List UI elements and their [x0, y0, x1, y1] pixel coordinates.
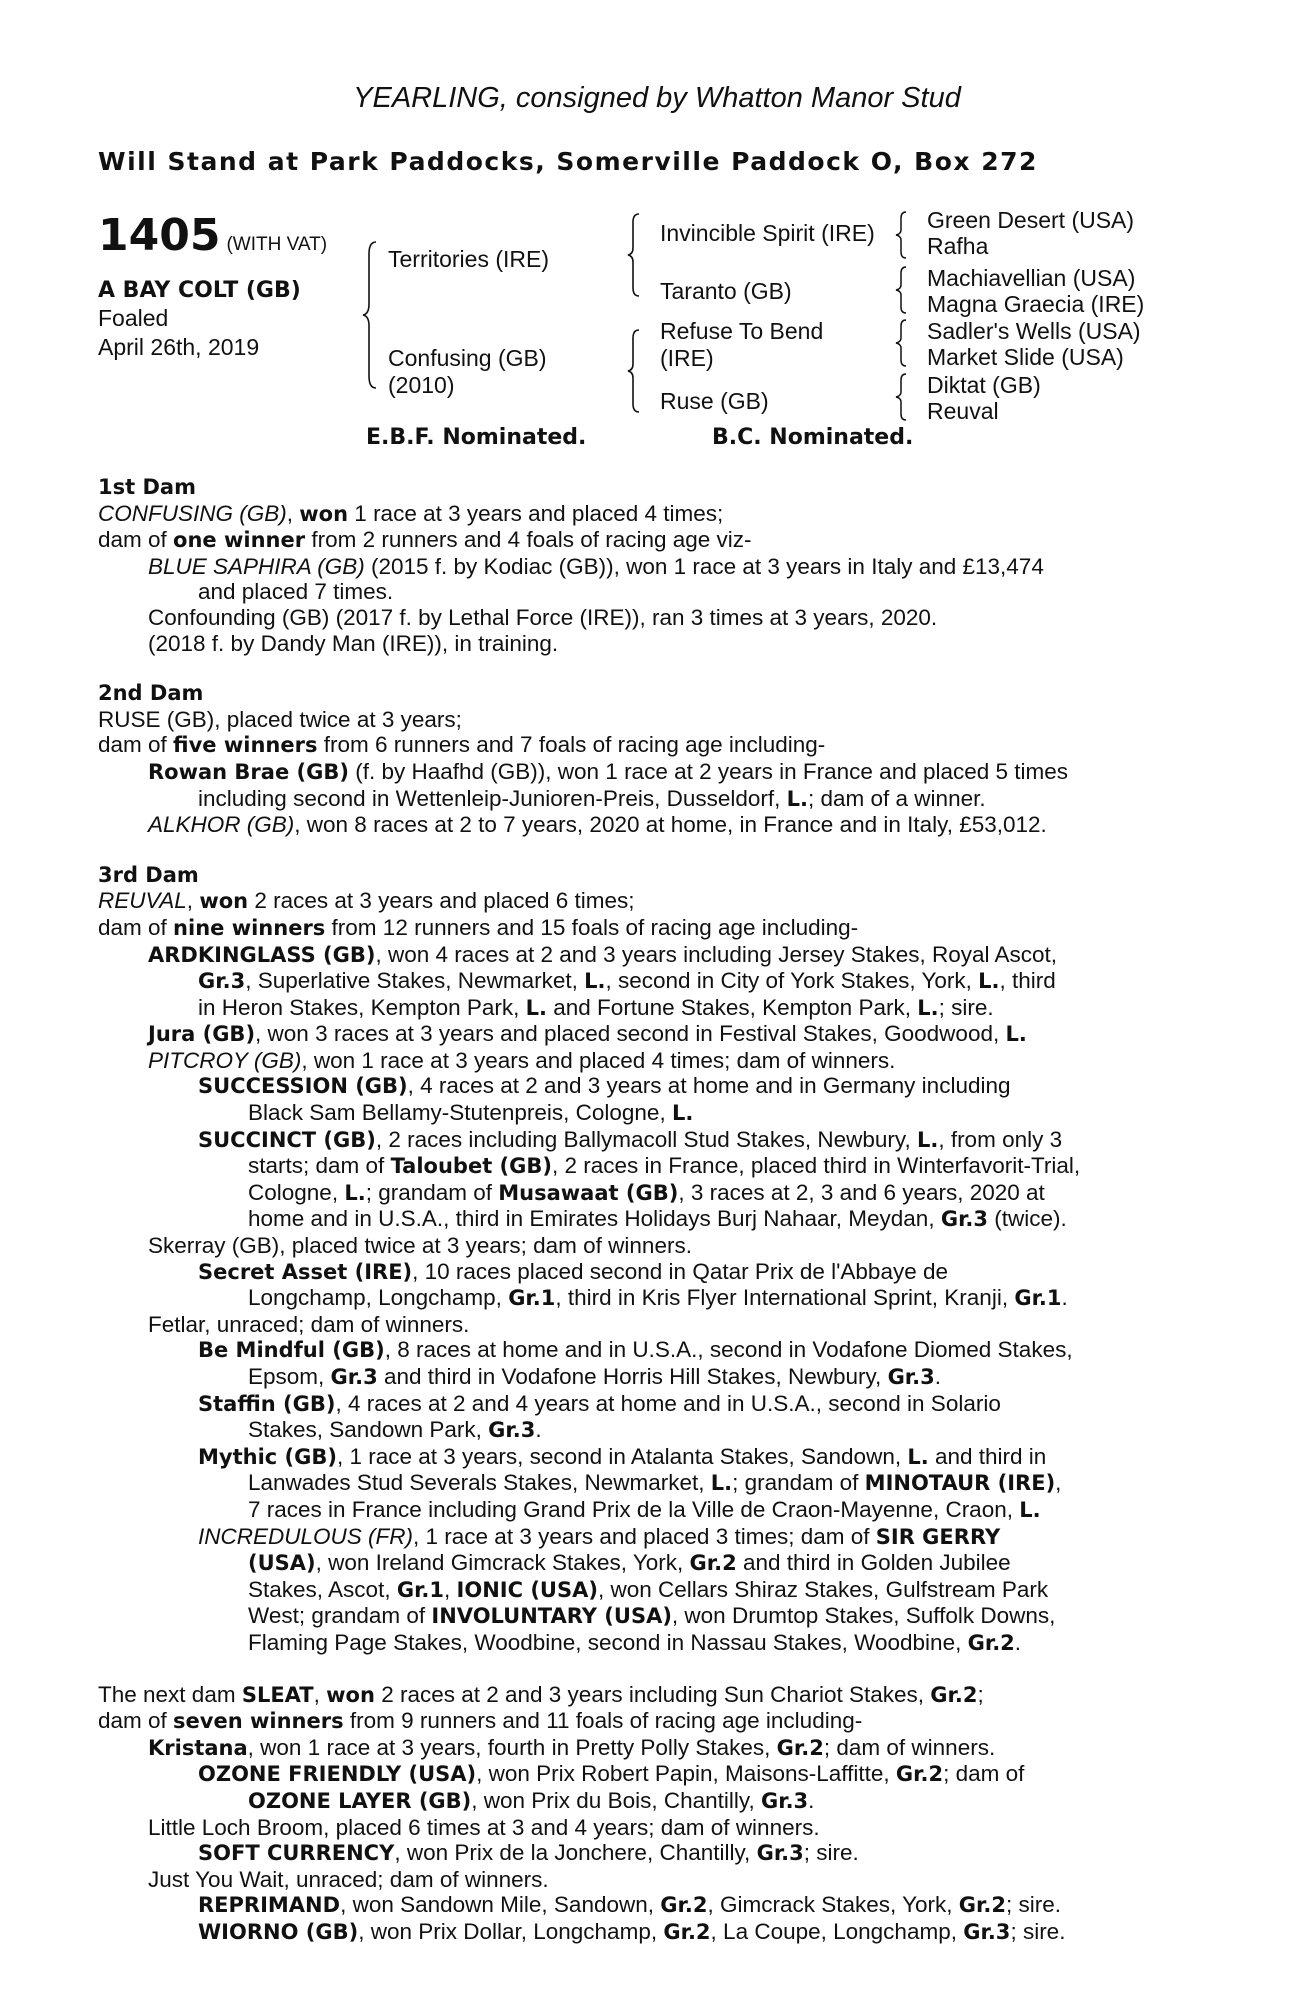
text-run: . [1014, 1629, 1022, 1655]
text-run: from 6 runners and 7 foals of racing age including- [317, 732, 826, 758]
progeny-line [98, 1919, 1202, 1946]
text-run: , 1 race at 3 years, second in Atalanta Stakes, Sandown, [336, 1443, 908, 1469]
text-run: Longchamp, Longchamp, [248, 1285, 509, 1311]
pedigree-dam-name: Confusing (GB) [388, 345, 547, 371]
text-run: and third in [928, 1443, 1047, 1469]
dam-name: CONFUSING (GB) [98, 500, 287, 526]
pedigree-g3: Machiavellian (USA) [927, 265, 1136, 291]
text-run: starts; dam of [248, 1153, 391, 1179]
text-run-bold: L. [786, 786, 808, 811]
text-run: , [1055, 1470, 1062, 1496]
text-run-bold: Gr.2 [967, 1630, 1015, 1655]
text-run: , won Ireland Gimcrack Stakes, York, [315, 1550, 690, 1576]
pedigree-sire-sire: Invincible Spirit (IRE) [660, 220, 875, 246]
text-run: Lanwades Stud Severals Stakes, Newmarket, [248, 1470, 711, 1496]
text-run: 2 races at 3 years and placed 6 times; [248, 888, 635, 914]
pedigree-g5: Sadler's Wells (USA) [927, 318, 1141, 344]
text-run-bold: one winner [173, 528, 306, 553]
text-run: , third [999, 968, 1056, 994]
text-run: home and in U.S.A., third in Emirates Holidays Burj Nahaar, Meydan, [248, 1206, 941, 1232]
pedigree-dam-dam: Ruse (GB) [660, 388, 769, 414]
text-run: . [1061, 1285, 1068, 1311]
progeny-name: Be Mindful (GB) [198, 1338, 385, 1363]
text-run: ; [977, 1681, 984, 1707]
pedigree-dam-sire-country: (IRE) [660, 345, 714, 371]
vat-label: (WITH VAT) [226, 234, 328, 255]
progeny-line [98, 1391, 1202, 1418]
text-run: dam of [98, 732, 174, 758]
progeny-line [98, 1048, 1202, 1074]
text-run: , 8 races at home and in U.S.A., second in Vodafone Diomed Stakes, [384, 1337, 1073, 1363]
text-run: , won 1 race at 3 years and placed 4 times; dam of winners. [301, 1047, 896, 1073]
catalogue-body [98, 475, 1202, 1970]
progeny-line [98, 1285, 1202, 1312]
text-run-bold: Gr.1 [508, 1286, 556, 1311]
progeny-line [98, 812, 1202, 838]
text-run-bold: Gr.3 [488, 1418, 536, 1443]
pedigree-brace-g3 [894, 318, 910, 368]
text-run: Stakes, Sandown Park, [248, 1417, 489, 1443]
text-run-bold: Gr.2 [930, 1682, 978, 1707]
text-run: ; grandam of [732, 1470, 865, 1496]
pedigree-g6: Market Slide (USA) [927, 344, 1124, 370]
text-run: , 4 races at 2 and 3 years at home and in Germany including [407, 1073, 1011, 1099]
text-run-bold: L. [584, 969, 606, 994]
foaled-value: April 26th, 2019 [98, 334, 260, 360]
progeny-line [98, 1761, 1202, 1788]
text-run-bold: Taloubet (GB) [390, 1154, 552, 1179]
text-run: . [934, 1364, 942, 1389]
text-run-bold: won [199, 889, 249, 914]
text-run: , won Sandown Mile, Sandown, [340, 1892, 661, 1918]
text-run-bold: INVOLUNTARY (USA) [431, 1604, 672, 1629]
dam-name: REUVAL [98, 888, 187, 914]
pedigree-dam-sire-name: Refuse To Bend [660, 318, 824, 344]
progeny-name: WIORNO (GB) [198, 1919, 359, 1944]
progeny-line [98, 1840, 1202, 1867]
text-run-bold: L. [978, 969, 1000, 994]
text-run: , won Cellars Shiraz Stakes, Gulfstream Park [597, 1576, 1049, 1602]
progeny-name: Secret Asset (IRE) [198, 1259, 413, 1284]
text-run: , won 1 race at 3 years, fourth in Pretty Polly Stakes, [247, 1734, 777, 1760]
text-run-bold: L. [916, 1127, 939, 1152]
text-run-bold: L. [710, 1471, 733, 1496]
progeny-name: ARDKINGLASS (GB) [148, 942, 376, 967]
progeny-line [98, 1603, 1202, 1630]
progeny-line [98, 1073, 1202, 1100]
dam-line [98, 888, 1202, 915]
text-run-bold: seven winners [173, 1709, 344, 1734]
text-run: dam of [98, 527, 174, 553]
text-run: The next dam [98, 1681, 242, 1707]
text-run: ; dam of [943, 1761, 1025, 1787]
progeny-name: Kristana [148, 1735, 248, 1760]
text-run-bold: Gr.3 [963, 1919, 1011, 1944]
second-dam-section [98, 681, 1202, 838]
text-run: 2 races at 2 and 3 years including Sun Chariot Stakes, [374, 1681, 931, 1707]
text-run: , 1 race at 3 years and placed 3 times; dam of [413, 1523, 876, 1549]
text-run: , [444, 1576, 457, 1602]
text-run: (f. by Haafhd (GB)), won 1 race at 2 years in France and placed 5 times [348, 758, 1069, 784]
progeny-line [98, 1470, 1202, 1497]
pedigree-brace-main [360, 240, 380, 390]
text-run-bold: Gr.3 [887, 1365, 935, 1389]
text-run: (2015 f. by Kodiac (GB)), won 1 race at 3 years in Italy and £13,474 [364, 553, 1044, 579]
text-run: , 2 races including Ballymacoll Stud Stakes, Newbury, [375, 1126, 917, 1152]
text-run-bold: Gr.3 [198, 969, 246, 994]
text-run-bold: L. [671, 1101, 694, 1126]
progeny-line [98, 1206, 1202, 1233]
text-run: , won 4 races at 2 and 3 years including Jersey Stakes, Royal Ascot, [375, 941, 1058, 967]
progeny-line: (2018 f. by Dandy Man (IRE)), in training. [148, 630, 559, 656]
text-run: 7 races in France including Grand Prix de la Ville de Craon-Mayenne, Craon, [248, 1496, 1020, 1522]
text-run: , from only 3 [938, 1126, 1063, 1152]
progeny-name: Rowan Brae (GB) [148, 759, 349, 784]
text-run: , [286, 500, 300, 526]
progeny-name: SUCCESSION (GB) [198, 1074, 408, 1099]
pedigree-g7: Diktat (GB) [927, 372, 1041, 398]
progeny-line [98, 1417, 1202, 1444]
text-run-bold: nine winners [173, 915, 326, 940]
progeny-line [98, 1524, 1202, 1551]
text-run: , 3 races at 2, 3 and 6 years, 2020 at [678, 1179, 1045, 1205]
text-run: , [186, 888, 200, 914]
text-run-bold: (USA) [248, 1551, 316, 1576]
text-run: , won Prix de la Jonchere, Chantilly, [394, 1840, 757, 1866]
next-dam-section [98, 1682, 1202, 1946]
text-run: , Superlative Stakes, Newmarket, [245, 968, 585, 994]
text-run-bold: Gr.2 [660, 1893, 708, 1918]
section-heading: 3rd Dam [98, 862, 199, 887]
text-run-bold: Gr.2 [958, 1893, 1006, 1918]
progeny-line [98, 942, 1202, 969]
lot-number-value: 1405 [98, 210, 221, 261]
text-run: including second in Wettenleip-Junioren-Preis, Dusseldorf, [198, 785, 787, 811]
text-run-bold: L. [1019, 1497, 1041, 1522]
progeny-name: PITCROY (GB) [148, 1047, 302, 1073]
progeny-line [98, 1180, 1202, 1207]
progeny-line: Just You Wait, unraced; dam of winners. [148, 1866, 549, 1892]
text-run: and third in Vodafone Horris Hill Stakes, Newbury, [377, 1364, 888, 1389]
text-run-bold: Gr.3 [940, 1207, 989, 1232]
progeny-name: OZONE LAYER (GB) [248, 1788, 472, 1813]
text-run: . [535, 1417, 542, 1443]
progeny-line [98, 554, 1202, 580]
text-run: , 10 races placed second in Qatar Prix de l'Abbaye de [412, 1258, 948, 1284]
progeny-line [98, 1100, 1202, 1127]
text-run: ; sire. [1010, 1918, 1066, 1944]
pedigree-g2: Rafha [927, 233, 989, 259]
progeny-name: OZONE FRIENDLY (USA) [198, 1762, 477, 1787]
text-run: , won 8 races at 2 to 7 years, 2020 at home, in France and in Italy, £53,012. [294, 812, 1047, 838]
progeny-name: ALKHOR (GB) [148, 812, 295, 838]
pedigree-sire: Territories (IRE) [388, 246, 550, 272]
ebf-nominated: E.B.F. Nominated. [366, 425, 587, 450]
lot-number [98, 210, 327, 261]
pedigree-brace-g4 [894, 372, 910, 422]
text-run: ; sire. [1006, 1892, 1062, 1918]
progeny-line: Little Loch Broom, placed 6 times at 3 and 4 years; dam of winners. [148, 1814, 820, 1840]
progeny-line: Fetlar, unraced; dam of winners. [148, 1311, 470, 1337]
text-run-bold: won [299, 501, 349, 526]
text-run: Black Sam Bellamy-Stutenpreis, Cologne, [248, 1100, 672, 1126]
progeny-line: and placed 7 times. [198, 579, 394, 605]
text-run-bold: L. [917, 995, 939, 1020]
text-run-bold: L. [344, 1180, 366, 1205]
pedigree-dam-sire [660, 318, 823, 372]
progeny-line [98, 1337, 1202, 1364]
progeny-name: Staffin (GB) [198, 1391, 336, 1416]
progeny-line [98, 1444, 1202, 1471]
text-run-bold: Gr.2 [663, 1919, 711, 1944]
dam-line [98, 915, 1202, 942]
progeny-line: Skerray (GB), placed twice at 3 years; dam of winners. [148, 1233, 692, 1259]
dam-line: RUSE (GB), placed twice at 3 years; [98, 706, 462, 732]
text-run-bold: won [326, 1682, 375, 1707]
text-run: Stakes, Ascot, [248, 1576, 397, 1602]
dam-line [98, 1682, 1202, 1709]
text-run: , 2 races in France, placed third in Winterfavorit-Trial, [552, 1153, 1081, 1179]
progeny-line [98, 1021, 1202, 1048]
text-run: Epsom, [248, 1364, 331, 1389]
text-run: ; grandam of [365, 1179, 499, 1205]
text-run-bold: Musawaat (GB) [498, 1180, 679, 1205]
progeny-line [98, 1153, 1202, 1180]
text-run: , third in Kris Flyer International Sprint, Kranji, [555, 1285, 1015, 1311]
text-run: ; dam of winners. [823, 1734, 996, 1760]
progeny-name: SUCCINCT (GB) [198, 1127, 376, 1152]
section-heading: 1st Dam [98, 475, 196, 499]
progeny-line [98, 1127, 1202, 1154]
text-run: (twice). [988, 1206, 1067, 1232]
text-run: dam of [98, 1708, 174, 1734]
pedigree-sire-dam: Taranto (GB) [660, 278, 792, 304]
text-run-bold: L. [1005, 1022, 1027, 1047]
stable-location: Will Stand at Park Paddocks, Somerville Paddock O, Box 272 [98, 147, 1038, 176]
progeny-line [98, 995, 1202, 1022]
text-run: , [313, 1681, 327, 1707]
text-run-bold: Gr.2 [776, 1735, 824, 1760]
text-run-bold: Gr.3 [756, 1841, 804, 1866]
text-run: and third in Golden Jubilee [736, 1550, 1011, 1576]
text-run: ; dam of a winner. [808, 785, 986, 811]
dam-line [98, 732, 1202, 759]
first-dam-section [98, 475, 1202, 656]
text-run-bold: Gr.1 [1014, 1286, 1062, 1311]
text-run-bold: MINOTAUR (IRE) [864, 1471, 1056, 1496]
progeny-name: BLUE SAPHIRA (GB) [148, 553, 365, 579]
text-run-bold: Gr.2 [895, 1762, 944, 1787]
progeny-line [98, 1892, 1202, 1919]
dam-line [98, 527, 1202, 554]
progeny-name: SOFT CURRENCY [198, 1841, 395, 1866]
third-dam-section [98, 863, 1202, 1657]
text-run: in Heron Stakes, Kempton Park, [198, 994, 526, 1020]
progeny-line [98, 1577, 1202, 1604]
text-run: Flaming Page Stakes, Woodbine, second in Nassau Stakes, Woodbine, [248, 1629, 968, 1655]
progeny-line: Confounding (GB) (2017 f. by Lethal Force (IRE)), ran 3 times at 3 years, 2020. [148, 604, 938, 630]
progeny-line [98, 786, 1202, 813]
dam-line [98, 501, 1202, 528]
text-run: ; sire. [803, 1840, 859, 1866]
progeny-line [98, 968, 1202, 995]
text-run-bold: Gr.3 [760, 1788, 809, 1813]
foaled-label: Foaled [98, 305, 169, 331]
progeny-line [98, 1259, 1202, 1286]
progeny-name: Jura (GB) [148, 1022, 256, 1047]
foaled-date [98, 304, 259, 362]
text-run: , Gimcrack Stakes, York, [707, 1892, 959, 1918]
text-run: , second in City of York Stakes, York, [605, 968, 979, 994]
progeny-name: INCREDULOUS (FR) [198, 1523, 414, 1549]
text-run: from 2 runners and 4 foals of racing age viz- [305, 527, 752, 553]
pedigree-g4: Magna Graecia (IRE) [927, 291, 1145, 317]
text-run: , 4 races at 2 and 4 years at home and in U.S.A., second in Solario [335, 1390, 1001, 1416]
bc-nominated: B.C. Nominated. [712, 425, 914, 450]
progeny-line [98, 1364, 1202, 1391]
progeny-line [98, 1550, 1202, 1577]
pedigree-brace-g1 [894, 210, 910, 260]
text-run: , won Prix Dollar, Longchamp, [358, 1918, 664, 1944]
pedigree-brace-dam [625, 328, 643, 414]
progeny-line [98, 1735, 1202, 1762]
progeny-line [98, 1788, 1202, 1815]
text-run: , won Drumtop Stakes, Suffolk Downs, [671, 1603, 1056, 1629]
pedigree-g8: Reuval [927, 398, 999, 424]
progeny-name: Mythic (GB) [198, 1444, 337, 1469]
text-run: Cologne, [248, 1179, 345, 1205]
dam-line [98, 1708, 1202, 1735]
text-run: , won 3 races at 3 years and placed second in Festival Stakes, Goodwood, [255, 1021, 1006, 1047]
text-run: and Fortune Stakes, Kempton Park, [547, 994, 918, 1020]
progeny-name: REPRIMAND [198, 1893, 341, 1918]
pedigree-brace-sire [625, 212, 643, 298]
text-run: , La Coupe, Longchamp, [710, 1918, 964, 1944]
text-run: ; sire. [938, 994, 994, 1020]
text-run-bold: L. [907, 1444, 929, 1469]
text-run-bold: Gr.1 [396, 1577, 445, 1602]
section-heading: 2nd Dam [98, 681, 204, 706]
text-run-bold: L. [525, 995, 548, 1020]
progeny-line [98, 1630, 1202, 1657]
horse-description: A BAY COLT (GB) [98, 278, 301, 303]
text-run: from 12 runners and 15 foals of racing age including- [325, 914, 859, 940]
text-run-bold: SIR GERRY [875, 1524, 1001, 1549]
progeny-line [98, 1497, 1202, 1524]
text-run: . [808, 1787, 815, 1813]
pedigree-g1: Green Desert (USA) [927, 207, 1135, 233]
dam-name: SLEAT [241, 1682, 314, 1707]
text-run: 1 race at 3 years and placed 4 times; [348, 500, 724, 526]
text-run: dam of [98, 914, 174, 940]
text-run: , won Prix Robert Papin, Maisons-Laffitte, [476, 1761, 896, 1787]
text-run-bold: Gr.3 [330, 1365, 378, 1389]
pedigree-brace-g2 [894, 265, 910, 315]
text-run-bold: Gr.2 [689, 1551, 737, 1576]
consignor-title: YEARLING, consigned by Whatton Manor Stud [353, 82, 961, 114]
text-run: , won Prix du Bois, Chantilly, [471, 1787, 761, 1813]
text-run-bold: five winners [173, 733, 318, 758]
text-run-bold: IONIC (USA) [456, 1577, 598, 1602]
pedigree-dam [388, 345, 547, 399]
progeny-line [98, 759, 1202, 786]
pedigree-dam-year: (2010) [388, 372, 455, 398]
text-run: West; grandam of [248, 1603, 432, 1629]
text-run: from 9 runners and 11 foals of racing age including- [343, 1708, 863, 1734]
